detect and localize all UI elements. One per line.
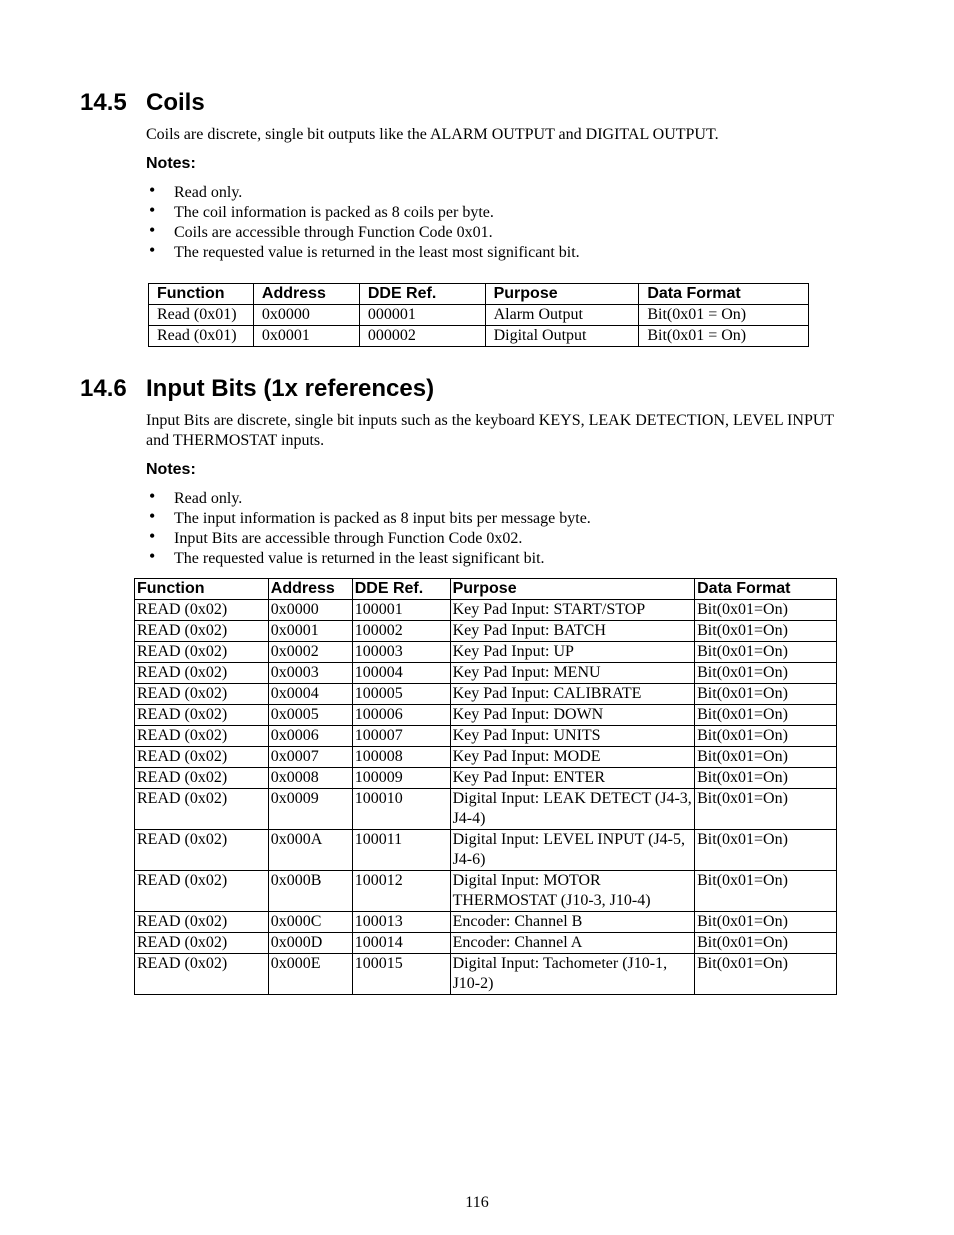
column-header: DDE Ref.: [359, 284, 485, 305]
bullet-icon: •: [149, 200, 156, 220]
column-header: Function: [135, 579, 269, 600]
table-cell: Digital Output: [485, 326, 639, 347]
table-body: [149, 305, 809, 347]
list-item: • The coil information is packed as 8 coils per byte.: [149, 200, 494, 221]
page-number: 116: [465, 1194, 489, 1211]
table-cell: 0x000E: [268, 954, 352, 995]
table-cell: 0x0008: [268, 768, 352, 789]
table-cell: 0x0007: [268, 747, 352, 768]
table-cell: Key Pad Input: ENTER: [450, 768, 695, 789]
bullet-icon: •: [149, 486, 156, 506]
table-cell: 100010: [352, 789, 450, 830]
list-item: • Read only.: [149, 180, 243, 201]
table-cell: Bit(0x01=On): [695, 600, 837, 621]
table-cell: 0x000B: [268, 871, 352, 912]
table-row: [135, 912, 837, 933]
table-row: [135, 684, 837, 705]
table-cell: 100014: [352, 933, 450, 954]
section-intro: Coils are discrete, single bit outputs like the ALARM OUTPUT and DIGITAL OUTPUT.: [146, 126, 719, 143]
table-cell: 100009: [352, 768, 450, 789]
notes-list: [146, 486, 591, 569]
column-header: Purpose: [485, 284, 639, 305]
table-cell: READ (0x02): [135, 830, 269, 871]
table-cell: READ (0x02): [135, 933, 269, 954]
table-cell: 0x000C: [268, 912, 352, 933]
table-cell: READ (0x02): [135, 621, 269, 642]
bullet-icon: •: [149, 526, 156, 546]
section-title: Coils: [146, 89, 205, 116]
table-cell: 100003: [352, 642, 450, 663]
table-cell: Key Pad Input: MODE: [450, 747, 695, 768]
table-cell: 100005: [352, 684, 450, 705]
table-cell: Bit(0x01=On): [695, 912, 837, 933]
table-header-row: [149, 284, 809, 305]
table-row: [135, 705, 837, 726]
table-cell: 0x0009: [268, 789, 352, 830]
list-item: • The input information is packed as 8 input bits per message byte.: [149, 506, 591, 527]
table-cell: 0x0004: [268, 684, 352, 705]
table-row: [135, 663, 837, 684]
table-cell: Bit(0x01=On): [695, 642, 837, 663]
table-cell: Alarm Output: [485, 305, 639, 326]
list-item: • Coils are accessible through Function Code 0x01.: [149, 220, 493, 241]
notes-label: Notes:: [146, 461, 196, 478]
table-cell: Digital Input: Tachometer (J10-1, J10-2): [450, 954, 695, 995]
table-row: [135, 726, 837, 747]
table-cell: READ (0x02): [135, 663, 269, 684]
table-cell: Bit(0x01=On): [695, 954, 837, 995]
column-header: Address: [268, 579, 352, 600]
table-row: [135, 933, 837, 954]
table-cell: Bit(0x01=On): [695, 830, 837, 871]
table-cell: Read (0x01): [149, 326, 254, 347]
table-cell: Key Pad Input: DOWN: [450, 705, 695, 726]
list-item: • Read only.: [149, 486, 243, 507]
table-cell: Key Pad Input: CALIBRATE: [450, 684, 695, 705]
section-number: 14.5: [80, 89, 127, 116]
table-cell: READ (0x02): [135, 705, 269, 726]
table-cell: 100015: [352, 954, 450, 995]
column-header: Data Format: [639, 284, 809, 305]
table-cell: Bit(0x01=On): [695, 705, 837, 726]
table-cell: 100007: [352, 726, 450, 747]
table-row: [135, 621, 837, 642]
table-cell: Bit(0x01=On): [695, 871, 837, 912]
table-header-row: [135, 579, 837, 600]
table-cell: 0x0000: [268, 600, 352, 621]
table-cell: Key Pad Input: UNITS: [450, 726, 695, 747]
list-item: • The requested value is returned in the least most significant bit.: [149, 240, 580, 261]
table-cell: Bit(0x01=On): [695, 933, 837, 954]
table-cell: Key Pad Input: UP: [450, 642, 695, 663]
column-header: DDE Ref.: [352, 579, 450, 600]
table-cell: READ (0x02): [135, 600, 269, 621]
table-cell: Digital Input: LEAK DETECT (J4-3, J4-4): [450, 789, 695, 830]
table-cell: 000002: [359, 326, 485, 347]
bullet-icon: •: [149, 180, 156, 200]
table-row: [135, 830, 837, 871]
section-number: 14.6: [80, 375, 127, 402]
table-cell: Encoder: Channel B: [450, 912, 695, 933]
notes-label: Notes:: [146, 155, 196, 172]
table-cell: Bit(0x01 = On): [639, 326, 809, 347]
table-cell: 100002: [352, 621, 450, 642]
list-item: • The requested value is returned in the least significant bit.: [149, 546, 545, 567]
table-cell: READ (0x02): [135, 912, 269, 933]
table-cell: 100006: [352, 705, 450, 726]
table-cell: Bit(0x01=On): [695, 621, 837, 642]
table-cell: Key Pad Input: START/STOP: [450, 600, 695, 621]
table-cell: 0x0000: [253, 305, 359, 326]
table-cell: 100013: [352, 912, 450, 933]
column-header: Purpose: [450, 579, 695, 600]
section-heading-input-bits: [80, 375, 434, 403]
table-cell: 100004: [352, 663, 450, 684]
bullet-icon: •: [149, 220, 156, 240]
table-cell: Digital Input: MOTOR THERMOSTAT (J10-3, J10-4): [450, 871, 695, 912]
table-body: [135, 600, 837, 995]
table-cell: 0x0003: [268, 663, 352, 684]
column-header: Address: [253, 284, 359, 305]
list-item: • Input Bits are accessible through Function Code 0x02.: [149, 526, 523, 547]
table-cell: READ (0x02): [135, 789, 269, 830]
table-cell: READ (0x02): [135, 726, 269, 747]
table-cell: 100001: [352, 600, 450, 621]
section-title: Input Bits (1x references): [146, 375, 435, 402]
bullet-icon: •: [149, 240, 156, 260]
table-row: [149, 326, 809, 347]
bullet-icon: •: [149, 546, 156, 566]
section-intro: Input Bits are discrete, single bit inputs such as the keyboard KEYS, LEAK DETECTION, LEVEL INPUT and THERMOSTAT inputs.: [146, 412, 834, 449]
table-cell: READ (0x02): [135, 684, 269, 705]
bullet-icon: •: [149, 506, 156, 526]
table-row: [135, 954, 837, 995]
notes-list: [146, 180, 580, 263]
table-cell: Bit(0x01=On): [695, 768, 837, 789]
table-cell: Bit(0x01=On): [695, 663, 837, 684]
table-cell: 100012: [352, 871, 450, 912]
table-cell: Key Pad Input: MENU: [450, 663, 695, 684]
table-row: [135, 789, 837, 830]
table-cell: 0x000A: [268, 830, 352, 871]
table-cell: Bit(0x01=On): [695, 726, 837, 747]
section-heading-coils: [80, 89, 205, 117]
table-cell: 100011: [352, 830, 450, 871]
input-bits-table: [134, 578, 837, 995]
table-cell: 0x0005: [268, 705, 352, 726]
table-cell: 100008: [352, 747, 450, 768]
table-cell: READ (0x02): [135, 954, 269, 995]
table-cell: Bit(0x01=On): [695, 747, 837, 768]
table-cell: 0x0001: [253, 326, 359, 347]
table-row: [149, 305, 809, 326]
table-row: [135, 768, 837, 789]
table-cell: 000001: [359, 305, 485, 326]
table-cell: Encoder: Channel A: [450, 933, 695, 954]
column-header: Data Format: [695, 579, 837, 600]
table-cell: READ (0x02): [135, 747, 269, 768]
table-cell: 0x0006: [268, 726, 352, 747]
table-row: [135, 600, 837, 621]
table-cell: READ (0x02): [135, 768, 269, 789]
table-row: [135, 642, 837, 663]
column-header: Function: [149, 284, 254, 305]
coils-table: [148, 283, 809, 347]
table-row: [135, 747, 837, 768]
table-cell: Bit(0x01=On): [695, 684, 837, 705]
table-cell: READ (0x02): [135, 871, 269, 912]
table-cell: Bit(0x01 = On): [639, 305, 809, 326]
table-cell: Bit(0x01=On): [695, 789, 837, 830]
table-cell: 0x0001: [268, 621, 352, 642]
table-row: [135, 871, 837, 912]
table-cell: READ (0x02): [135, 642, 269, 663]
table-cell: 0x0002: [268, 642, 352, 663]
table-cell: Read (0x01): [149, 305, 254, 326]
table-cell: 0x000D: [268, 933, 352, 954]
table-cell: Key Pad Input: BATCH: [450, 621, 695, 642]
table-cell: Digital Input: LEVEL INPUT (J4-5, J4-6): [450, 830, 695, 871]
